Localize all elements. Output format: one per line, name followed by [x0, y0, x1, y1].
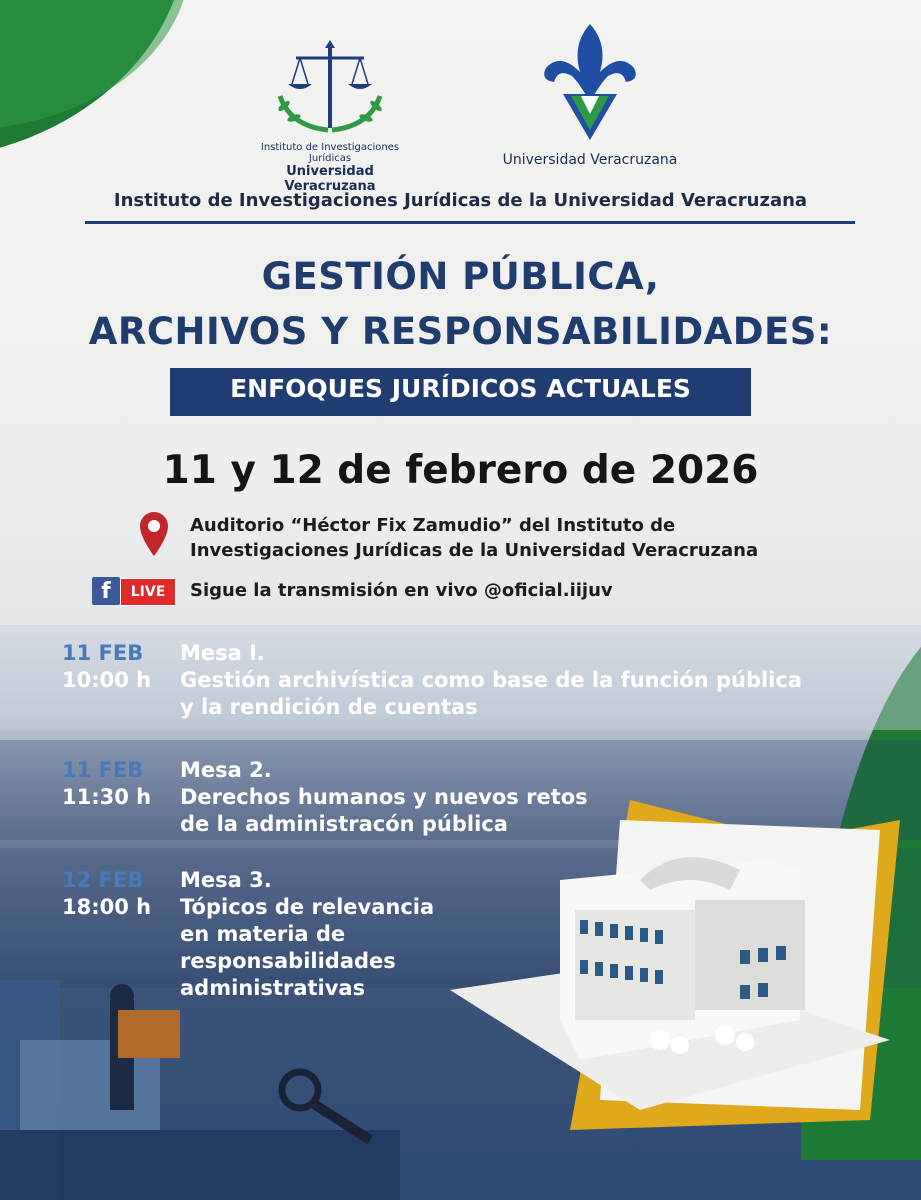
- uv-logo-name: Universidad Veracruzana: [502, 152, 678, 168]
- session-3-line3: responsabilidades: [180, 949, 396, 973]
- session-3-when: [62, 867, 151, 921]
- session-2-day: 11 FEB: [62, 758, 144, 782]
- event-date: 11 y 12 de febrero de 2026: [162, 448, 759, 493]
- fleur-de-lis-icon: [495, 22, 685, 144]
- venue-line1: Auditorio “Héctor Fix Zamudio” del Instituto de: [190, 515, 676, 536]
- location-pin-icon: [140, 512, 168, 556]
- uv-logo: [495, 22, 685, 168]
- session-3-day: 12 FEB: [62, 868, 144, 892]
- session-2-line2: de la administracón pública: [180, 812, 508, 836]
- live-stream-text: Sigue la transmisión en vivo @oficial.iijuv: [190, 580, 613, 601]
- session-3-topic: [180, 867, 434, 1002]
- session-2-mesa: Mesa 2.: [180, 758, 272, 782]
- iij-logo: [250, 36, 410, 194]
- session-1-topic: [180, 640, 802, 721]
- session-1-mesa: Mesa I.: [180, 641, 265, 665]
- iij-logo-line1: Instituto de Investigaciones Jurídicas: [260, 142, 400, 164]
- session-3-line1: Tópicos de relevancia: [180, 895, 435, 919]
- venue-line2: Investigaciones Jurídicas de la Universidad Veracruzana: [190, 540, 759, 561]
- session-2-when: [62, 757, 151, 811]
- facebook-icon: f: [92, 577, 120, 605]
- green-corner-top-left-overlay: [0, 0, 190, 130]
- institution-name: Instituto de Investigaciones Jurídicas de la Universidad Veracruzana: [113, 190, 808, 211]
- session-1-time: 10:00 h: [62, 668, 152, 692]
- event-title-line2: ARCHIVOS Y RESPONSABILIDADES:: [88, 310, 833, 353]
- event-title-line1: GESTIÓN PÚBLICA,: [261, 255, 660, 298]
- event-subtitle: ENFOQUES JURÍDICOS ACTUALES: [230, 374, 691, 403]
- session-3-line4: administrativas: [180, 976, 366, 1000]
- session-1-when: [62, 640, 151, 694]
- header-divider: [85, 221, 855, 224]
- scales-of-justice-icon: [250, 36, 410, 136]
- session-3-time: 18:00 h: [62, 895, 152, 919]
- session-1-line2: y la rendición de cuentas: [180, 695, 478, 719]
- session-1-line1: Gestión archivística como base de la función pública: [180, 668, 803, 692]
- iij-logo-line2: Universidad Veracruzana: [284, 164, 376, 194]
- session-3-line2: en materia de: [180, 922, 346, 946]
- session-3-mesa: Mesa 3.: [180, 868, 272, 892]
- live-badge: LIVE: [120, 578, 176, 606]
- venue: [190, 513, 758, 563]
- session-2-time: 11:30 h: [62, 785, 152, 809]
- session-2-line1: Derechos humanos y nuevos retos: [180, 785, 588, 809]
- session-1-day: 11 FEB: [62, 641, 144, 665]
- session-2-topic: [180, 757, 588, 838]
